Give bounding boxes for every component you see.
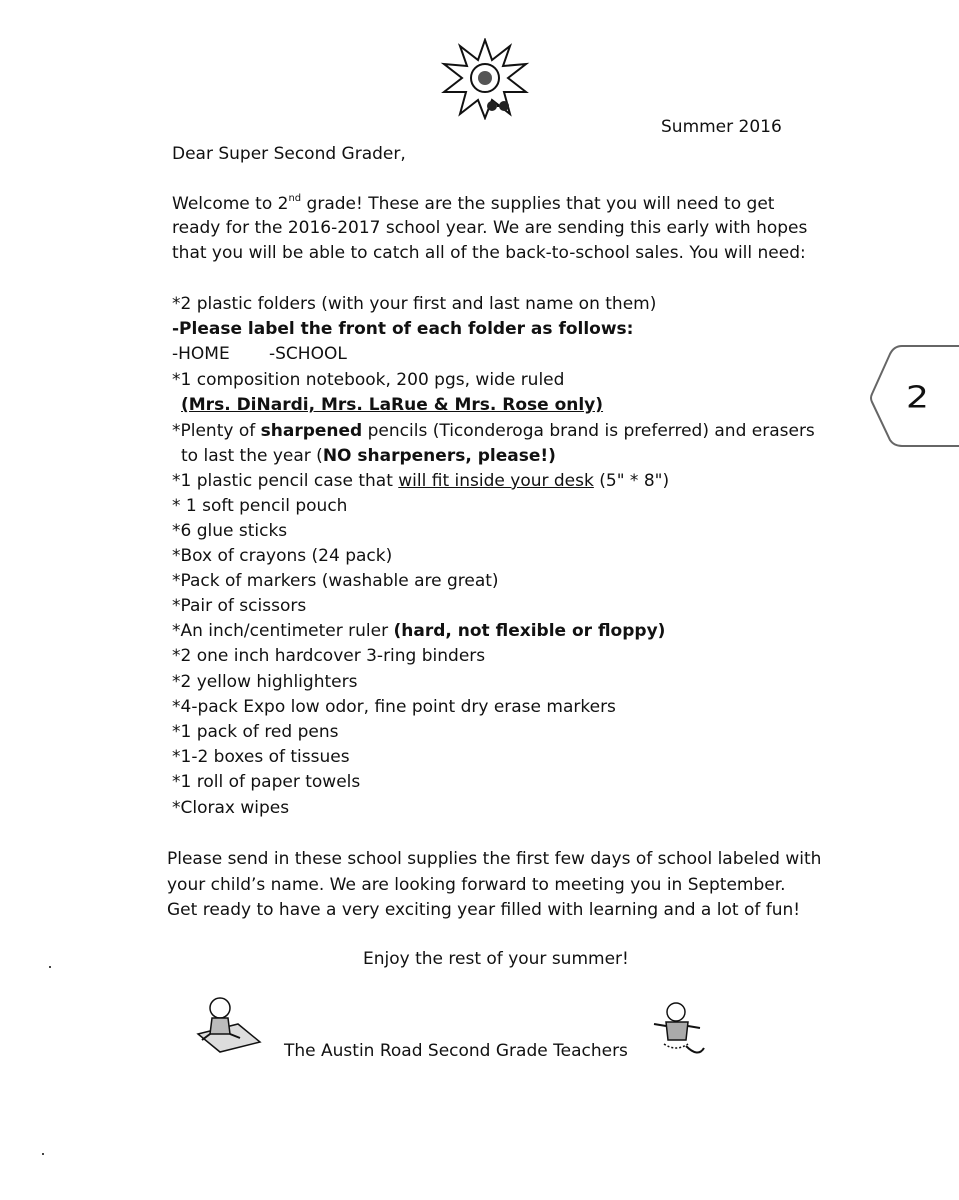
supply-pencil-case bbox=[172, 473, 669, 490]
intro-line-2: ready for the 2016-2017 school year. We are sending this early with hopes bbox=[172, 218, 808, 238]
supply-label-school: -SCHOOL bbox=[269, 344, 347, 364]
supply-highlighters: *2 yellow highlighters bbox=[172, 672, 358, 692]
supply-label-home: -HOME bbox=[172, 344, 230, 364]
enjoy-line: Enjoy the rest of your summer! bbox=[363, 949, 629, 969]
signature: The Austin Road Second Grade Teachers bbox=[284, 1041, 628, 1061]
supply-towels: *1 roll of paper towels bbox=[172, 772, 361, 792]
supply-pencils bbox=[172, 423, 815, 440]
date-line: Summer 2016 bbox=[661, 117, 782, 137]
supply-notebook: *1 composition notebook, 200 pgs, wide ruled bbox=[172, 370, 565, 390]
supply-folders: *2 plastic folders (with your first and last name on them) bbox=[172, 294, 657, 314]
supply-expo: *4-pack Expo low odor, fine point dry erase markers bbox=[172, 697, 616, 717]
margin-dot bbox=[42, 1153, 44, 1155]
case-a: *1 plastic pencil case that bbox=[172, 471, 399, 491]
child-on-towel-icon bbox=[194, 994, 264, 1056]
supply-binders: *2 one inch hardcover 3-ring binders bbox=[172, 646, 486, 666]
supply-markers: *Pack of markers (washable are great) bbox=[172, 571, 499, 591]
pencils-b: sharpened bbox=[260, 421, 363, 441]
supply-scissors: *Pair of scissors bbox=[172, 596, 307, 616]
child-with-hose-icon bbox=[650, 1000, 708, 1060]
pencils2-a: to last the year ( bbox=[181, 446, 323, 466]
supply-label-note: -Please label the front of each folder as follows: bbox=[172, 319, 634, 339]
supply-red-pens: *1 pack of red pens bbox=[172, 722, 339, 742]
pencils-c: pencils (Ticonderoga brand is preferred) and erasers bbox=[362, 421, 815, 441]
sun-sunglasses-icon bbox=[440, 38, 530, 120]
intro-superscript: nd bbox=[288, 193, 302, 204]
pencils-a: *Plenty of bbox=[172, 421, 261, 441]
supply-glue: *6 glue sticks bbox=[172, 521, 288, 541]
margin-dot bbox=[49, 966, 51, 968]
case-c: (5" * 8") bbox=[593, 471, 670, 491]
supply-wipes: *Clorax wipes bbox=[172, 798, 290, 818]
intro-text-a: Welcome to 2 bbox=[172, 194, 289, 214]
ruler-a: *An inch/centimeter ruler bbox=[172, 621, 394, 641]
greeting: Dear Super Second Grader, bbox=[172, 144, 406, 164]
intro-line-3: that you will be able to catch all of the back-to-school sales. You will need: bbox=[172, 243, 806, 263]
closing-line-3: Get ready to have a very exciting year filled with learning and a lot of fun! bbox=[167, 900, 801, 920]
supply-crayons: *Box of crayons (24 pack) bbox=[172, 546, 393, 566]
supply-tissues: *1-2 boxes of tissues bbox=[172, 747, 350, 767]
page-tab-label: 2 bbox=[906, 380, 929, 415]
pencils2-b: NO sharpeners, please!) bbox=[322, 446, 556, 466]
supply-pencils-2 bbox=[181, 448, 556, 465]
supply-ruler bbox=[172, 623, 665, 640]
ruler-b: (hard, not flexible or floppy) bbox=[393, 621, 666, 641]
intro-text-b: grade! These are the supplies that you will need to get bbox=[301, 194, 775, 214]
case-b: will fit inside your desk bbox=[398, 471, 594, 491]
closing-line-2: your child’s name. We are looking forward to meeting you in September. bbox=[167, 875, 786, 895]
intro-line-1 bbox=[172, 193, 775, 214]
supply-notebook-note: (Mrs. DiNardi, Mrs. LaRue & Mrs. Rose only) bbox=[181, 395, 604, 415]
supply-pouch: * 1 soft pencil pouch bbox=[172, 496, 348, 516]
closing-line-1: Please send in these school supplies the first few days of school labeled with bbox=[167, 849, 822, 869]
